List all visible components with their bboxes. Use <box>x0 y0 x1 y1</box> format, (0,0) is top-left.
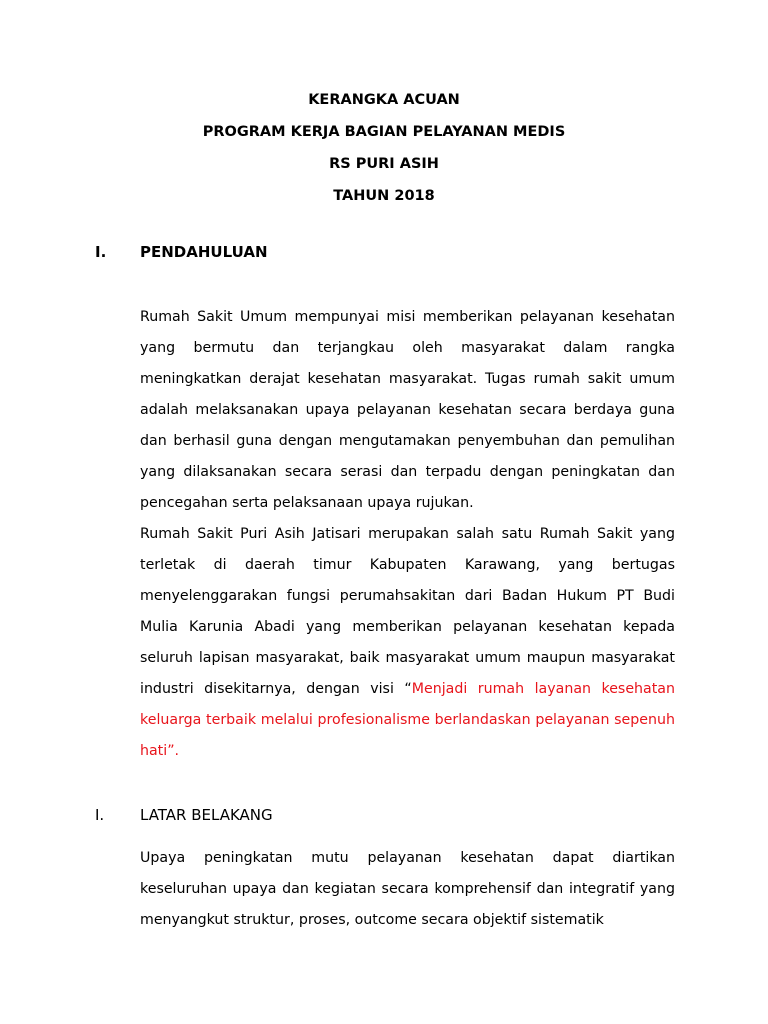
section-title: LATAR BELAKANG <box>140 806 273 824</box>
title-line-4: TAHUN 2018 <box>333 188 435 204</box>
paragraph-profil <box>140 519 675 767</box>
title-line-2: PROGRAM KERJA BAGIAN PELAYANAN MEDIS <box>202 124 566 140</box>
paragraph-latar-belakang: Upaya peningkatan mutu pelayanan kesehatan dapat diartikan keseluruhan upaya dan kegiatan secara komprehensif dan integratif yang menyangkut struktur, proses, outcome secara objektif sistematik <box>140 850 675 928</box>
section-title: PENDAHULUAN <box>140 243 268 261</box>
section-heading-pendahuluan <box>95 243 268 261</box>
visi-text: Menjadi rumah layanan kesehatan keluarga terbaik melalui profesionalisme berlandaskan pelayanan sepenuh hati <box>140 681 675 759</box>
document-title <box>0 88 768 216</box>
title-line-3: RS PURI ASIH <box>329 156 439 172</box>
title-line-1: KERANGKA ACUAN <box>308 92 460 108</box>
section-number: I. <box>95 806 105 824</box>
paragraph-profil-text: Rumah Sakit Puri Asih Jatisari merupakan salah satu Rumah Sakit yang terletak di daerah timur Kabupaten Karawang, yang bertugas menyelenggarakan fungsi perumahsakitan dari Badan Hukum PT Budi Mulia Karunia Abadi yang memberikan pelayanan kesehatan kepada seluruh lapisan masyarakat, baik masyarakat umum maupun masyarakat industri disekitarnya, dengan visi “ <box>140 526 675 697</box>
paragraph-misi: Rumah Sakit Umum mempunyai misi memberikan pelayanan kesehatan yang bermutu dan terjangkau oleh masyarakat dalam rangka meningkatkan derajat kesehatan masyarakat. Tugas rumah sakit umum adalah melaksanakan upaya pelayanan kesehatan secara berdaya guna dan berhasil guna dengan mengutamakan penyembuhan dan pemulihan yang dilaksanakan secara serasi dan terpadu dengan peningkatan dan pencegahan serta pelaksanaan upaya rujukan. <box>140 309 675 511</box>
section-number: I. <box>95 243 107 261</box>
visi-close: ”. <box>167 743 180 759</box>
section-heading-latar-belakang <box>95 806 273 824</box>
